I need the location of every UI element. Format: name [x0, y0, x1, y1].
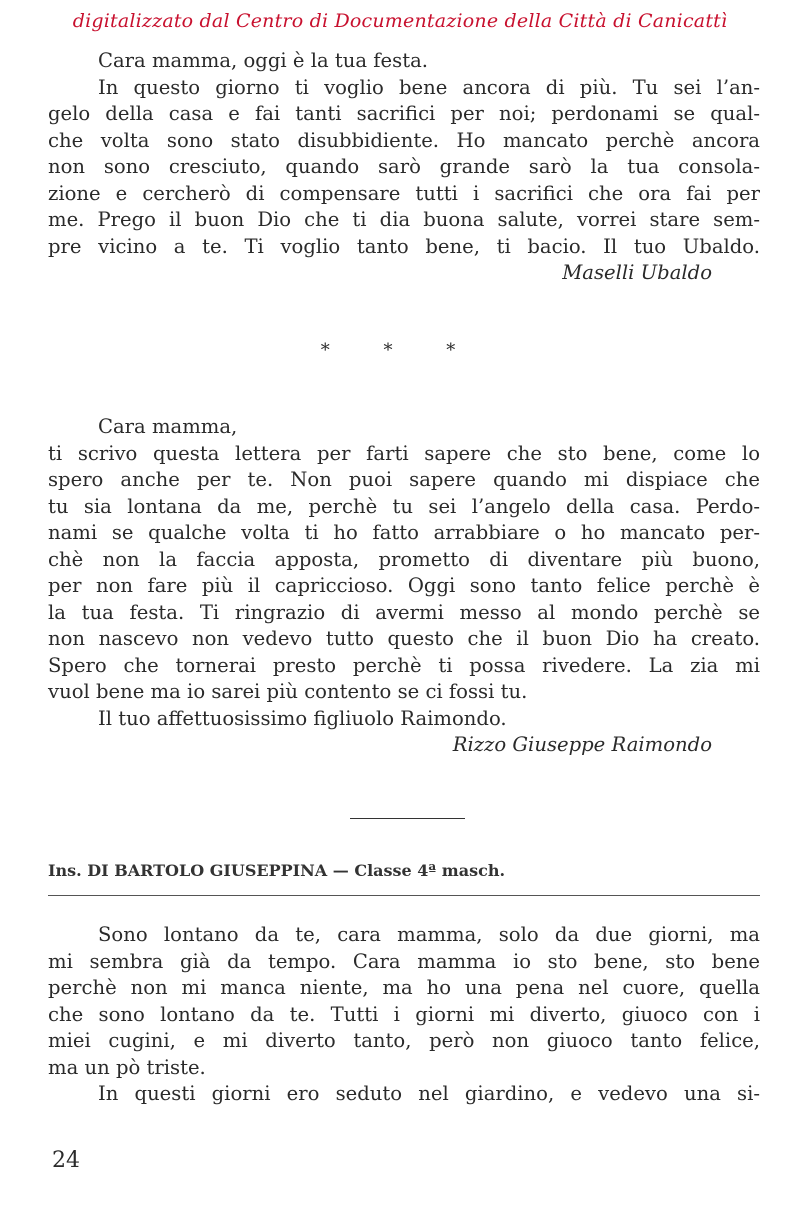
text-line: ti scrivo questa lettera per farti sapere che sto bene, come lo: [48, 441, 760, 465]
text-line: per non fare più il capriccioso. Oggi sono tanto felice perchè è: [48, 574, 760, 597]
text-line: Cara mamma, oggi è la tua festa.: [98, 49, 428, 72]
section-header: Ins. DI BARTOLO GIUSEPPINA — Classe 4ª masch.: [48, 861, 506, 880]
text-line: ma un pò triste.: [48, 1055, 206, 1079]
letter-1: [48, 48, 760, 287]
text-line: non nascevo non vedevo tutto questo che il buon Dio ha creato.: [48, 627, 760, 650]
text-line: nami se qualche volta ti ho fatto arrabbiare o ho mancato per-: [48, 521, 760, 544]
text-line: perchè non mi manca niente, ma ho una pena nel cuore, quella: [48, 976, 760, 999]
section-separator: * * *: [320, 340, 480, 361]
text-line: la tua festa. Ti ringrazio di avermi messo al mondo perchè se: [48, 600, 760, 624]
text-line: pre vicino a te. Ti voglio tanto bene, ti bacio. Il tuo Ubaldo.: [48, 234, 760, 258]
text-line: Il tuo affettuosissimo figliuolo Raimondo.: [98, 706, 507, 730]
text-line: Sono lontano da te, cara mamma, solo da due giorni, ma: [98, 923, 760, 946]
text-line: miei cugini, e mi diverto tanto, però non giuoco tanto felice,: [48, 1029, 760, 1052]
text-line: che sono lontano da te. Tutti i giorni mi diverto, giuoco con i: [48, 1002, 760, 1026]
text-line: me. Prego il buon Dio che ti dia buona salute, vorrei stare sem-: [48, 208, 760, 231]
text-line: zione e cercherò di compensare tutti i sacrifici che ora fai per: [48, 181, 760, 205]
text-line: che volta sono stato disubbidiente. Ho mancato perchè ancora: [48, 128, 760, 152]
text-line: chè non la faccia apposta, prometto di diventare più buono,: [48, 547, 760, 571]
text-line: gelo della casa e fai tanti sacrifici per noi; perdonami se qual-: [48, 102, 760, 125]
divider: [350, 818, 465, 819]
text-line: vuol bene ma io sarei più contento se ci fossi tu.: [48, 680, 528, 703]
signature: Maselli Ubaldo: [562, 261, 712, 284]
text-line: Spero che tornerai presto perchè ti possa rivedere. La zia mi: [48, 653, 760, 677]
text-line: In questi giorni ero seduto nel giardino, e vedevo una si-: [98, 1082, 760, 1105]
text-line: Cara mamma,: [98, 415, 238, 438]
text-line: spero anche per te. Non puoi sapere quando mi dispiace che: [48, 468, 760, 491]
letter-2: [48, 414, 760, 759]
letter-3: [48, 922, 760, 1108]
page-number: 24: [52, 1148, 80, 1173]
signature: Rizzo Giuseppe Raimondo: [452, 733, 712, 756]
text-line: tu sia lontana da me, perchè tu sei l’angelo della casa. Perdo-: [48, 494, 760, 518]
header-rule: [48, 895, 760, 896]
text-line: non sono cresciuto, quando sarò grande sarò la tua consola-: [48, 155, 760, 178]
text-line: mi sembra già da tempo. Cara mamma io sto bene, sto bene: [48, 949, 760, 973]
text-line: In questo giorno ti voglio bene ancora di più. Tu sei l’an-: [98, 75, 760, 99]
watermark: digitalizzato dal Centro di Documentazione della Città di Canicattì: [72, 10, 728, 32]
